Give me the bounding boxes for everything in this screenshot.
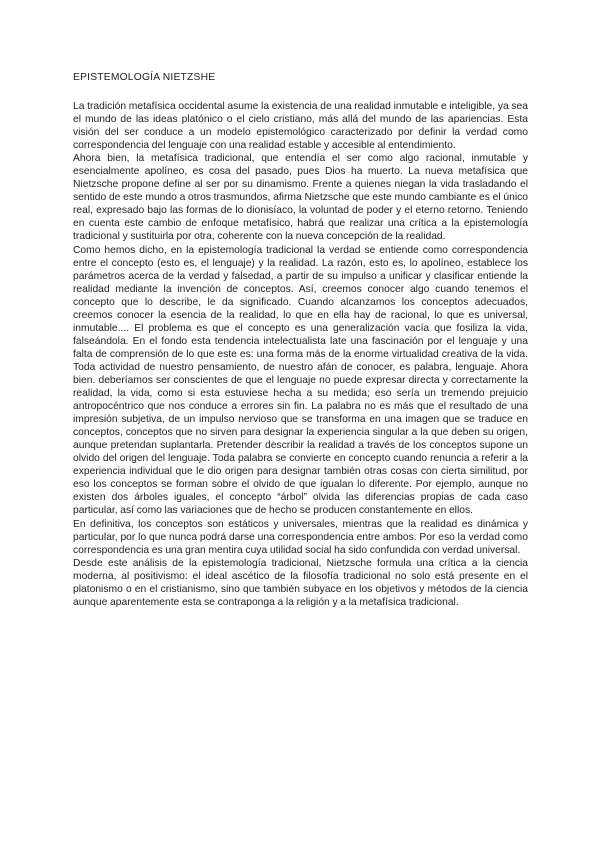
paragraph-5: Desde este análisis de la epistemología tradicional, Nietzsche formula una crítica a la ciencia moderna, al positivismo: el ideal ascético de la filosofía tradicional no solo está presente en el platonismo o en el cristianismo, sino que también subyace en los objetivos y métodos de la ciencia aunque aparentemente esta se contraponga a la religión y a la metafísica tradicional.	[73, 557, 528, 608]
paragraph-2: Ahora bien, la metafísica tradicional, que entendía el ser como algo racional, inmutable y esencialmente apolíneo, es cosa del pasado, pues Dios ha muerto. La nueva metafísica que Nietzsche propone define al ser por su dinamismo. Frente a quienes niegan la vida trasladando el sentido de este mundo a otros trasmundos, afirma Nietzsche que este mundo cambiante es el único real, expresado bajo las formas de lo dionisíaco, la voluntad de poder y el eterno retorno. Teniendo en cuenta este cambio de enfoque metafísico, habrá que realizar una crítica a la epistemología tradicional y sustituirla por otra, coherente con la nueva concepción de la realidad.	[73, 153, 528, 243]
document-body	[73, 71, 528, 609]
document-title: EPISTEMOLOGÍA NIETZSHE	[73, 72, 216, 83]
paragraph-3: Como hemos dicho, en la epistemología tradicional la verdad se entiende como correspondencia entre el concepto (esto es, el lenguaje) y la realidad. La razón, esto es, lo apolíneo, establece los parámetros acerca de la verdad y falsedad, a partir de su impulso a unificar y clasificar entiende la realidad mediante la invención de conceptos. Así, creemos conocer algo cuando tenemos el concepto que lo describe, le da significado. Cuando alcanzamos los conceptos adecuados, creemos conocer la esencia de la realidad, lo que en ella hay de racional, lo que es universal, inmutable.... El problema es que el concepto es una generalización vacía que fosiliza la vida, falseándola. En el fondo esta tendencia intelectualista late una fascinación por el lenguaje y una falta de comprensión de lo que este es: una forma más de la enorme virtualidad creativa de la vida. Toda actividad de nuestro pensamiento, de nuestro afán de conocer, es palabra, lenguaje. Ahora bien. deberíamos ser conscientes de que el lenguaje no puede expresar directa y correctamente la realidad, la vida, como si esta estuviese hecha a su medida; eso sería un tremendo prejuicio antropocéntrico que nos conduce a errores sin fin. La palabra no es más que el resultado de una impresión subjetiva, de un impulso nervioso que se transforma en una imagen que se traduce en conceptos, conceptos que no sirven para designar la experiencia singular a la que deben su origen, aunque pretendan suplantarla. Pretender describir la realidad a través de los conceptos supone un olvido del origen del lenguaje. Toda palabra se convierte en concepto cuando renuncia a referir a la experiencia individual que le dio origen para designar también otras cosas con cierta similitud, por eso los conceptos se forman sobre el olvido de que igualan lo diferente. Por ejemplo, aunque no existen dos árboles iguales, el concepto “árbol” olvida las diferencias propias de cada caso particular, así como las variaciones que de hecho se producen constantemente en ellos.	[73, 244, 528, 517]
paragraph-4: En definitiva, los conceptos son estáticos y universales, mientras que la realidad es dinámica y particular, por lo que nunca podrá darse una correspondencia entre ambos. Por eso la verdad como correspondencia es una gran mentira cuya utilidad social ha sido confundida con verdad universal.	[73, 518, 528, 556]
paragraph-1: La tradición metafísica occidental asume la existencia de una realidad inmutable e inteligible, ya sea el mundo de las ideas platónico o el cielo cristiano, más allá del mundo de las apariencias. Esta visión del ser conduce a un modelo epistemológico caracterizado por definir la verdad como correspondencia del lenguaje con una realidad estable y accesible al entendimiento.	[73, 101, 528, 152]
